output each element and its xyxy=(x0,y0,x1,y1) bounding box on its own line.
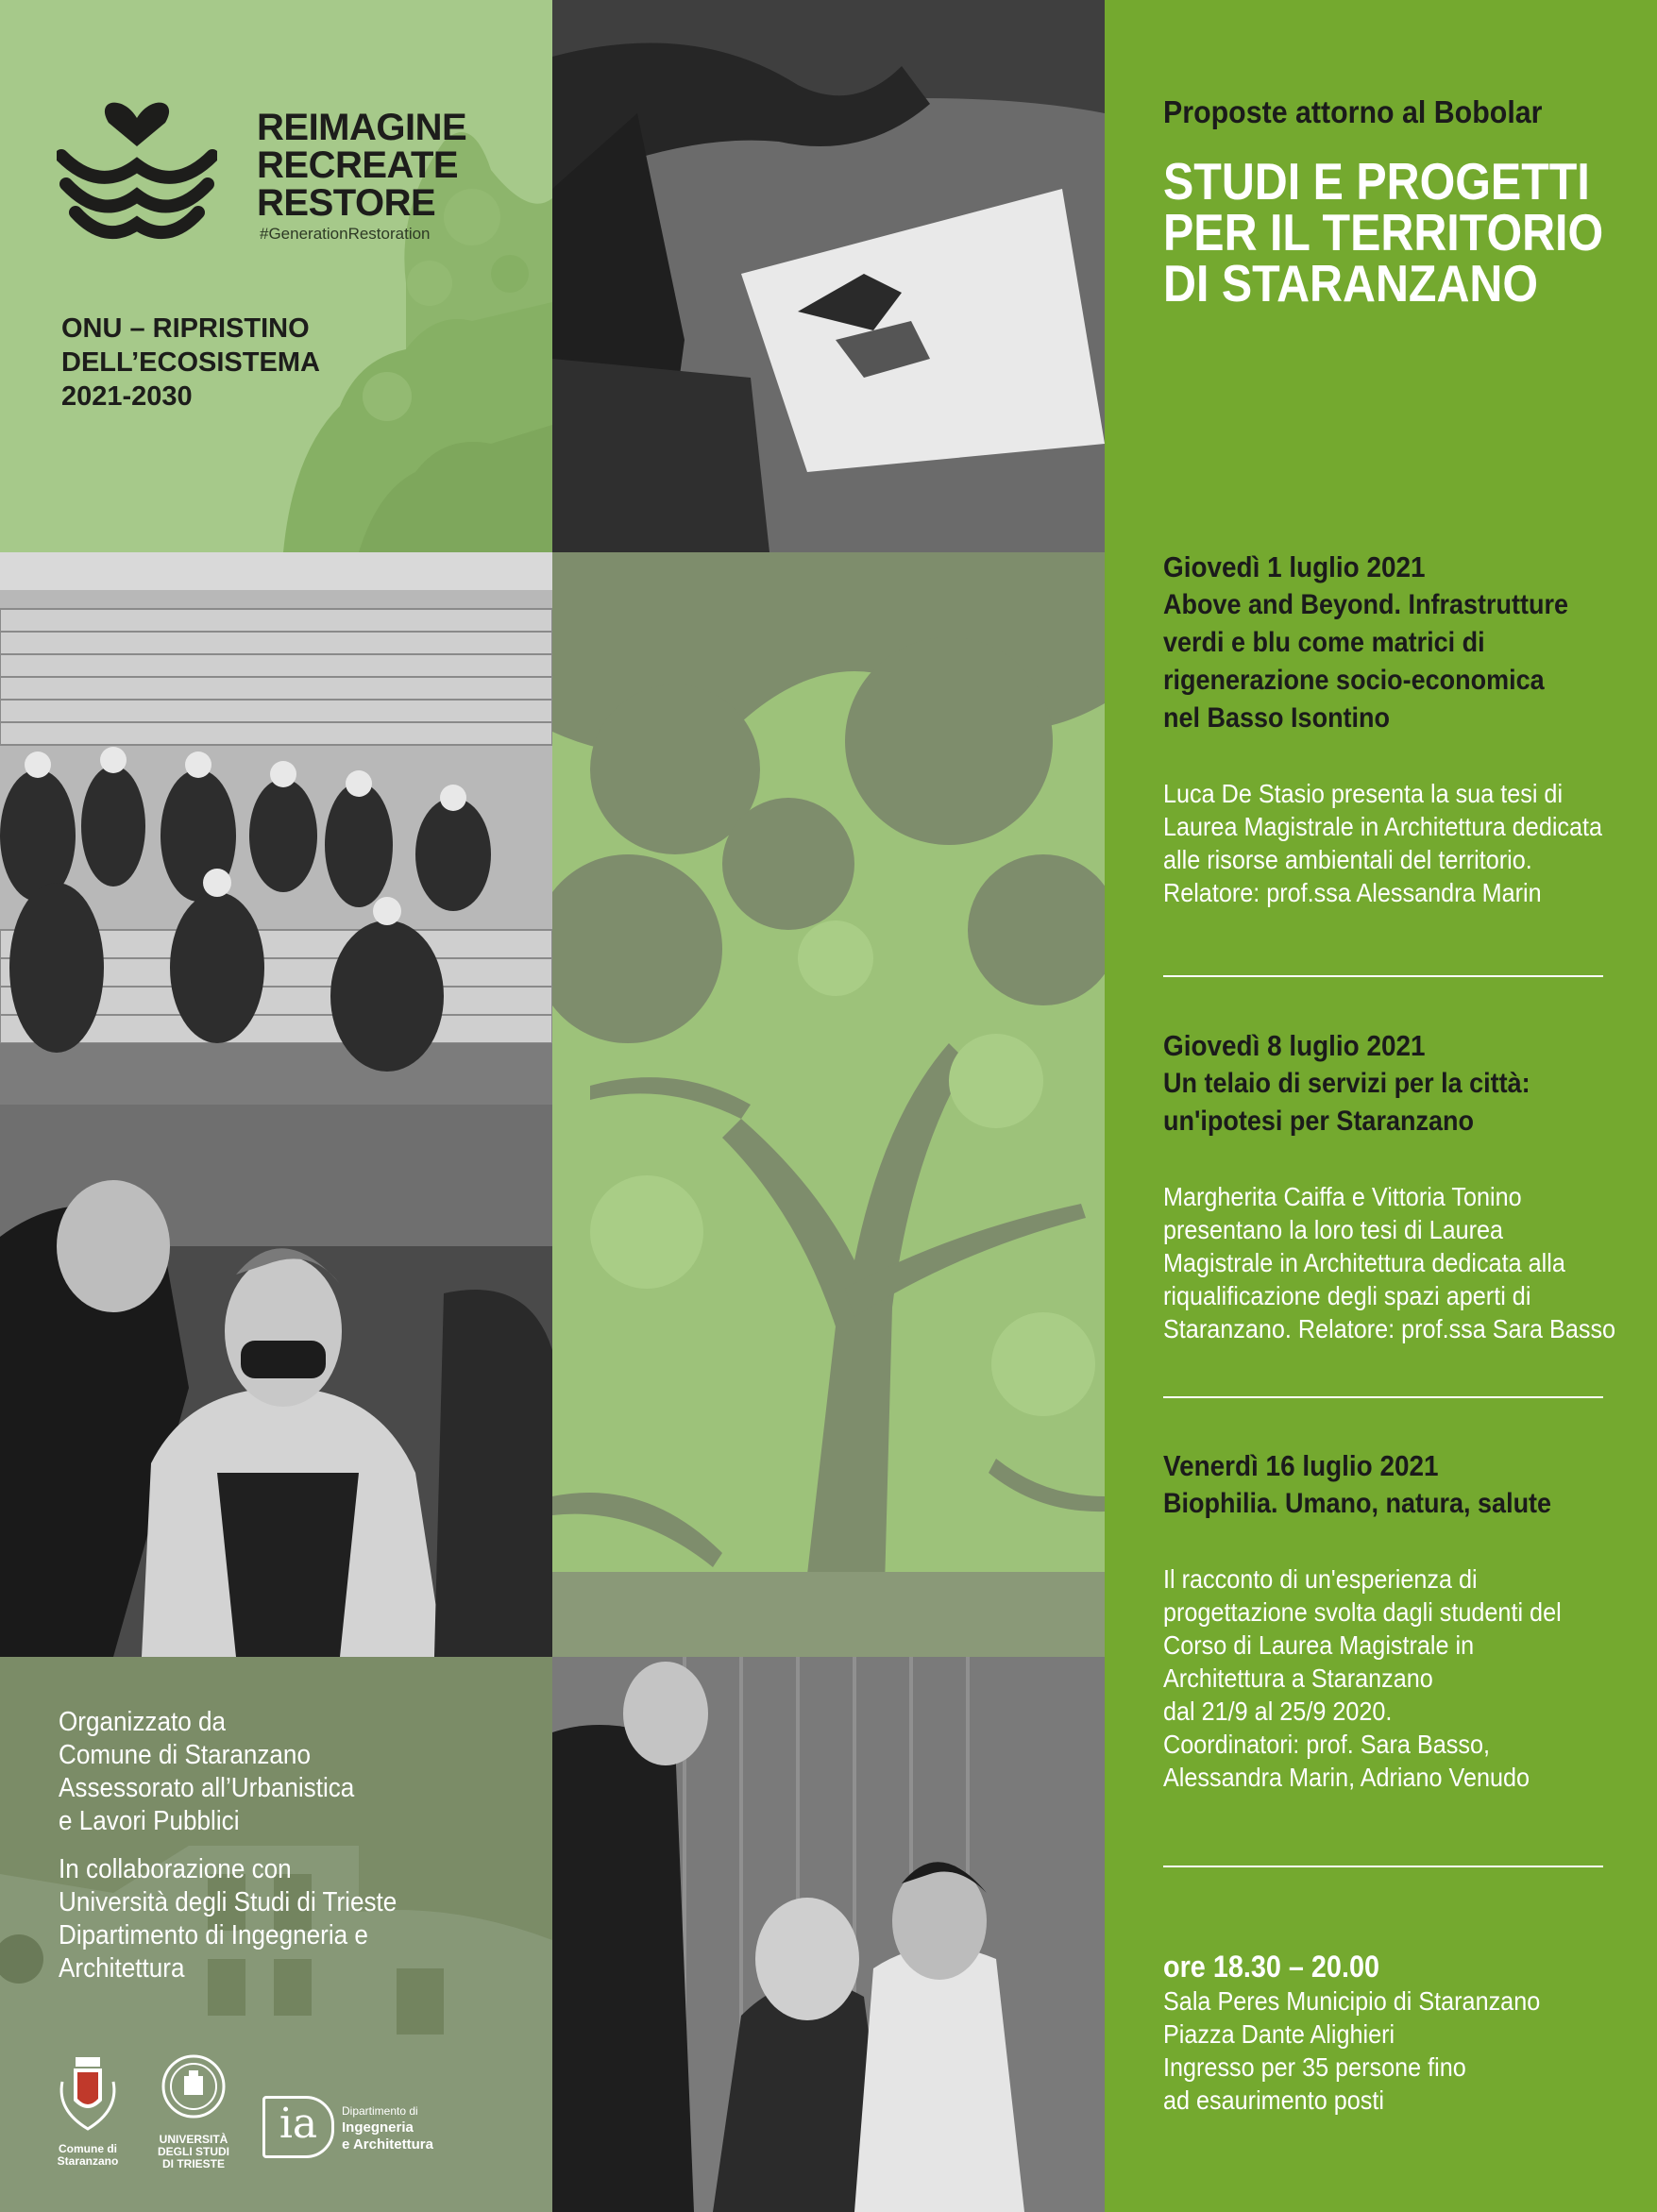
event-description-line: Luca De Stasio presenta la sua tesi di xyxy=(1163,779,1564,808)
event-description-line: Margherita Caiffa e Vittoria Tonino xyxy=(1163,1182,1522,1211)
organizers-panel xyxy=(0,1657,552,2212)
event-description-line: Relatore: prof.ssa Alessandra Marin xyxy=(1163,878,1542,907)
university-label-line: DI TRIESTE xyxy=(161,2157,225,2170)
logo-hashtag: #GenerationRestoration xyxy=(260,225,431,243)
event-description-line: alle risorse ambientali del territorio. xyxy=(1163,845,1532,874)
event-description-line: presentano la loro tesi di Laurea xyxy=(1163,1215,1504,1244)
event-description-line: Staranzano. Relatore: prof.ssa Sara Basso xyxy=(1163,1314,1616,1343)
event-description-line: riqualificazione degli spazi aperti di xyxy=(1163,1281,1531,1310)
event-title-line: Biophilia. Umano, natura, salute xyxy=(1163,1488,1552,1519)
photo-students-on-stairs xyxy=(0,552,552,1105)
logo-word: REIMAGINE xyxy=(257,107,467,148)
event-title-line: Un telaio di servizi per la città: xyxy=(1163,1068,1530,1099)
logo-panel xyxy=(0,0,552,552)
ia-dept-label: Ingegneria xyxy=(342,2119,414,2136)
event-title-line: un'ipotesi per Staranzano xyxy=(1163,1106,1474,1137)
university-seal-icon xyxy=(161,2053,227,2129)
event-title-line: Above and Beyond. Infrastrutture xyxy=(1163,589,1569,620)
collaboration-line: Dipartimento di Ingegneria e xyxy=(59,1920,368,1950)
event-description-line: Laurea Magistrale in Architettura dedicata xyxy=(1163,812,1603,841)
event-divider xyxy=(1163,1866,1603,1867)
collaboration-line: In collaborazione con xyxy=(59,1854,292,1884)
event-description-line: Magistrale in Architettura dedicata alla xyxy=(1163,1248,1565,1277)
photo-teacher-illustration xyxy=(0,1105,552,1657)
event-description-line: Il racconto di un'esperienza di xyxy=(1163,1564,1478,1594)
photo-hands-on-map xyxy=(552,0,1105,552)
university-logo-label xyxy=(144,2134,244,2170)
program-kicker: Proposte attorno al Bobolar xyxy=(1163,94,1543,129)
event-title-line: rigenerazione socio-economica xyxy=(1163,665,1545,696)
comune-label-line: Comune di xyxy=(59,2142,117,2155)
venue-line: Sala Peres Municipio di Staranzano xyxy=(1163,1986,1541,2016)
comune-logo-label xyxy=(38,2143,138,2168)
page-title-line: STUDI E PROGETTI xyxy=(1163,152,1590,211)
tree-silhouette-illustration xyxy=(552,552,1105,1657)
event-time: ore 18.30 – 20.00 xyxy=(1163,1950,1379,1984)
event-divider xyxy=(1163,1396,1603,1398)
event-2 xyxy=(1163,1029,1657,1345)
logo-word: RECREATE xyxy=(257,144,459,186)
onu-heading-line: 2021-2030 xyxy=(61,381,193,412)
venue-line: Ingresso per 35 persone fino xyxy=(1163,2052,1466,2082)
event-description-line: Corso di Laurea Magistrale in xyxy=(1163,1630,1475,1660)
event-date: Venerdì 16 luglio 2021 xyxy=(1163,1449,1439,1482)
event-title-line: nel Basso Isontino xyxy=(1163,702,1391,734)
organizer-line: Organizzato da xyxy=(59,1707,227,1737)
venue-line: Piazza Dante Alighieri xyxy=(1163,2019,1395,2049)
ia-department-logo-icon: ia xyxy=(262,2096,334,2158)
photo-stairs-illustration xyxy=(0,552,552,1105)
photo-students-working xyxy=(552,1657,1105,2212)
venue-line: ad esaurimento posti xyxy=(1163,2085,1384,2115)
page-title xyxy=(1163,152,1657,312)
event-3 xyxy=(1163,1449,1606,1794)
event-date: Giovedì 8 luglio 2021 xyxy=(1163,1029,1426,1062)
page-title-line: DI STARANZANO xyxy=(1163,254,1539,312)
ia-dept-label: Dipartimento di xyxy=(342,2104,418,2118)
onu-heading-line: ONU – RIPRISTINO xyxy=(61,313,310,344)
page-title-line: PER IL TERRITORIO xyxy=(1163,203,1604,262)
event-divider xyxy=(1163,975,1603,977)
event-description-line: Architettura a Staranzano xyxy=(1163,1663,1433,1693)
logo-word: RESTORE xyxy=(257,182,436,224)
photo-students-illustration xyxy=(552,1657,1105,2212)
event-description-line: Alessandra Marin, Adriano Venudo xyxy=(1163,1763,1530,1792)
foliage-illustration xyxy=(0,0,552,552)
event-description-line: dal 21/9 al 25/9 2020. xyxy=(1163,1697,1393,1726)
event-description-line: Coordinatori: prof. Sara Basso, xyxy=(1163,1730,1490,1759)
event-1 xyxy=(1163,550,1651,909)
tree-illustration-panel xyxy=(552,552,1105,1657)
restoration-logo-icon xyxy=(57,90,217,250)
university-label-line: DEGLI STUDI xyxy=(157,2145,229,2158)
comune-coat-of-arms-icon xyxy=(55,2053,121,2138)
comune-label-line: Staranzano xyxy=(57,2154,119,2168)
event-date: Giovedì 1 luglio 2021 xyxy=(1163,550,1426,583)
onu-heading-line: DELL’ECOSISTEMA xyxy=(61,347,320,378)
event-description-line: progettazione svolta dagli studenti del xyxy=(1163,1597,1562,1627)
organizer-line: Assessorato all’Urbanistica xyxy=(59,1773,355,1803)
collaboration-line: Università degli Studi di Trieste xyxy=(59,1887,397,1917)
schedule-info xyxy=(1163,1950,1582,2117)
organizer-line: Comune di Staranzano xyxy=(59,1740,311,1770)
photo-hands-illustration xyxy=(552,0,1105,552)
event-title-line: verdi e blu come matrici di xyxy=(1163,627,1485,658)
organizer-line: e Lavori Pubblici xyxy=(59,1806,240,1836)
ia-dept-label: e Architettura xyxy=(342,2136,433,2153)
university-label-line: UNIVERSITÀ xyxy=(159,2133,228,2146)
collaboration-line: Architettura xyxy=(59,1953,185,1984)
photo-teacher-with-students xyxy=(0,1105,552,1657)
